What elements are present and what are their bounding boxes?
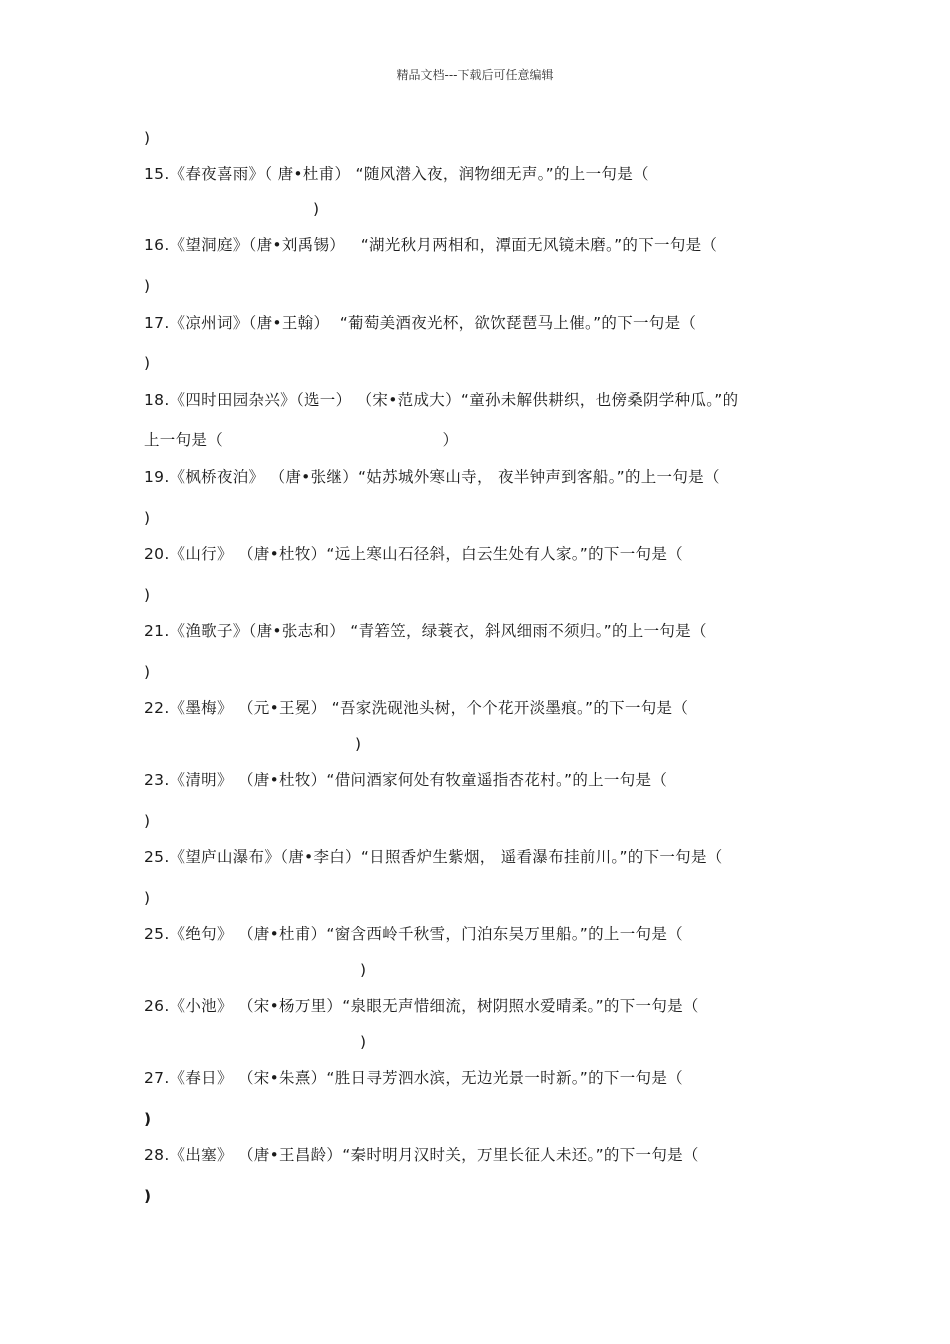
question-line: 25.《望庐山瀑布》（唐•李白）“日照香炉生紫烟， 遥看瀑布挂前川。”的下一句是（ xyxy=(144,848,723,866)
question-line: 18.《四时田园杂兴》（选一） （宋•范成大）“童孙未解供耕织，也傍桑阴学种瓜。”的 xyxy=(144,391,739,409)
question-line: 26.《小池》 （宋•杨万里）“泉眼无声惜细流，树阴照水爱晴柔。”的下一句是（ xyxy=(144,997,699,1015)
question-line: 20.《山行》 （唐•杜牧）“远上寒山石径斜，白云生处有人家。”的下一句是（ xyxy=(144,545,683,563)
answer-close-paren: ) xyxy=(360,961,367,979)
question-line: 上一句是（ ） xyxy=(144,431,459,449)
answer-close-paren: ) xyxy=(144,129,151,147)
question-line: 27.《春日》 （宋•朱熹）“胜日寻芳泗水滨，无边光景一时新。”的下一句是（ xyxy=(144,1069,683,1087)
answer-close-paren: ) xyxy=(144,586,151,604)
answer-close-paren: ) xyxy=(144,354,151,372)
answer-close-paren: ) xyxy=(313,200,320,218)
answer-close-paren: ) xyxy=(355,735,362,753)
question-line: 22.《墨梅》 （元•王冕） “吾家洗砚池头树，个个花开淡墨痕。”的下一句是（ xyxy=(144,699,689,717)
answer-close-paren: ) xyxy=(144,277,151,295)
question-line: 19.《枫桥夜泊》 （唐•张继）“姑苏城外寒山寺， 夜半钟声到客船。”的上一句是（ xyxy=(144,468,720,486)
answer-close-paren: ) xyxy=(144,663,151,681)
question-line: 28.《出塞》 （唐•王昌龄）“秦时明月汉时关，万里长征人未还。”的下一句是（ xyxy=(144,1146,699,1164)
answer-close-paren: ) xyxy=(360,1033,367,1051)
answer-close-paren: ) xyxy=(144,509,151,527)
question-line: 23.《清明》 （唐•杜牧）“借问酒家何处有牧童遥指杏花村。”的上一句是（ xyxy=(144,771,668,789)
question-line: 15.《春夜喜雨》（ 唐•杜甫） “随风潜入夜，润物细无声。”的上一句是（ xyxy=(144,165,649,183)
question-line: 21.《渔歌子》（唐•张志和） “青箬笠，绿蓑衣，斜风细雨不须归。”的上一句是（ xyxy=(144,622,707,640)
question-line: 25.《绝句》 （唐•杜甫）“窗含西岭千秋雪，门泊东吴万里船。”的上一句是（ xyxy=(144,925,683,943)
question-line: 16.《望洞庭》（唐•刘禹锡） “湖光秋月两相和，潭面无风镜未磨。”的下一句是（ xyxy=(144,236,718,254)
question-line: 17.《凉州词》（唐•王翰） “葡萄美酒夜光杯，欲饮琵琶马上催。”的下一句是（ xyxy=(144,314,697,332)
answer-close-paren: ) xyxy=(144,1110,152,1128)
page-header: 精品文档---下载后可任意编辑 xyxy=(396,68,554,82)
answer-close-paren: ) xyxy=(144,812,151,830)
answer-close-paren: ) xyxy=(144,889,151,907)
answer-close-paren: ) xyxy=(144,1187,152,1205)
